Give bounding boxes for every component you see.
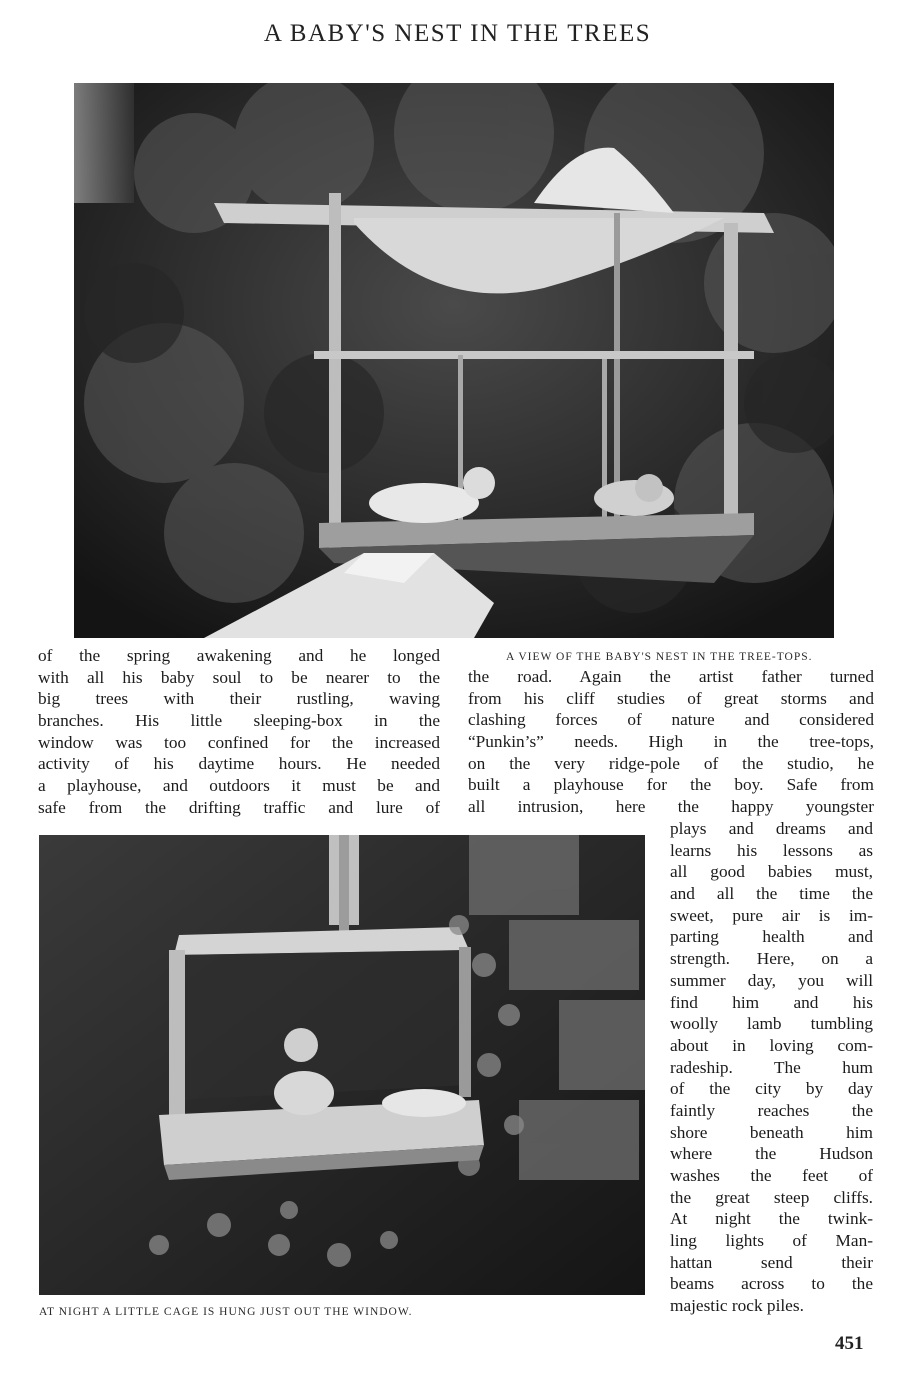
text-line: woolly lamb tumbling [670, 1014, 873, 1034]
text-line: At night the twink- [670, 1209, 873, 1229]
text-line: majestic rock piles. [670, 1296, 804, 1316]
text-line: ling lights of Man- [670, 1231, 873, 1251]
text-line: built a playhouse for the boy. Safe from [468, 775, 874, 795]
text-line: find him and his [670, 992, 873, 1012]
text-line: big trees with their rustling, waving [38, 689, 440, 709]
text-line: “Punkin’s” needs. High in the tree-tops, [468, 732, 874, 752]
text-line: the road. Again the artist father turned [468, 667, 874, 686]
text-line: from his cliff studies of great storms and [468, 688, 874, 708]
window-cage-photo [39, 835, 645, 1295]
text-line: of the city by day [670, 1079, 873, 1099]
text-line: window was too confined for the increased [38, 732, 440, 752]
text-line: hattan send their [670, 1252, 873, 1272]
text-line: strength. Here, on a [670, 949, 873, 969]
text-line: clashing forces of nature and considered [468, 710, 874, 730]
text-line: plays and dreams and [670, 819, 873, 838]
text-line: all good babies must, [670, 862, 873, 882]
page-title: A BABY'S NEST IN THE TREES [263, 20, 652, 47]
text-line: of the spring awakening and he longed [38, 646, 440, 665]
text-line: shore beneath him [670, 1122, 873, 1142]
text-line: beams across to the [670, 1274, 873, 1294]
text-line: where the Hudson [670, 1144, 873, 1164]
text-line: faintly reaches the [670, 1100, 873, 1120]
figure-caption: AT NIGHT A LITTLE CAGE IS HUNG JUST OUT THE WINDOW. [39, 1306, 413, 1318]
text-line: safe from the drifting traffic and lure of [38, 797, 440, 817]
text-line: the great steep cliffs. [670, 1187, 873, 1207]
figure-caption: A VIEW OF THE BABY'S NEST IN THE TREE-TOPS. [506, 651, 813, 663]
text-line: branches. His little sleeping-box in the [38, 711, 440, 731]
narrow-column-text [670, 818, 873, 1317]
text-line: and all the time the [670, 884, 873, 904]
text-line: activity of his daytime hours. He needed [38, 754, 440, 774]
right-column-text [468, 666, 874, 818]
text-line: all intrusion, here the happy youngster [468, 797, 874, 817]
text-line: sweet, pure air is im- [670, 905, 873, 925]
text-line: radeship. The hum [670, 1057, 873, 1077]
page-number: 451 [835, 1333, 864, 1354]
text-line: a playhouse, and outdoors it must be and [38, 776, 440, 796]
left-column-text [38, 645, 440, 819]
text-line: on the very ridge-pole of the studio, he [468, 753, 874, 773]
text-line: about in loving com- [670, 1035, 873, 1055]
tree-nest-photo [74, 83, 834, 638]
text-line: summer day, you will [670, 970, 873, 990]
text-line: with all his baby soul to be nearer to the [38, 667, 440, 687]
text-line: learns his lessons as [670, 840, 873, 860]
text-line: washes the feet of [670, 1166, 873, 1185]
text-line: parting health and [670, 927, 873, 947]
